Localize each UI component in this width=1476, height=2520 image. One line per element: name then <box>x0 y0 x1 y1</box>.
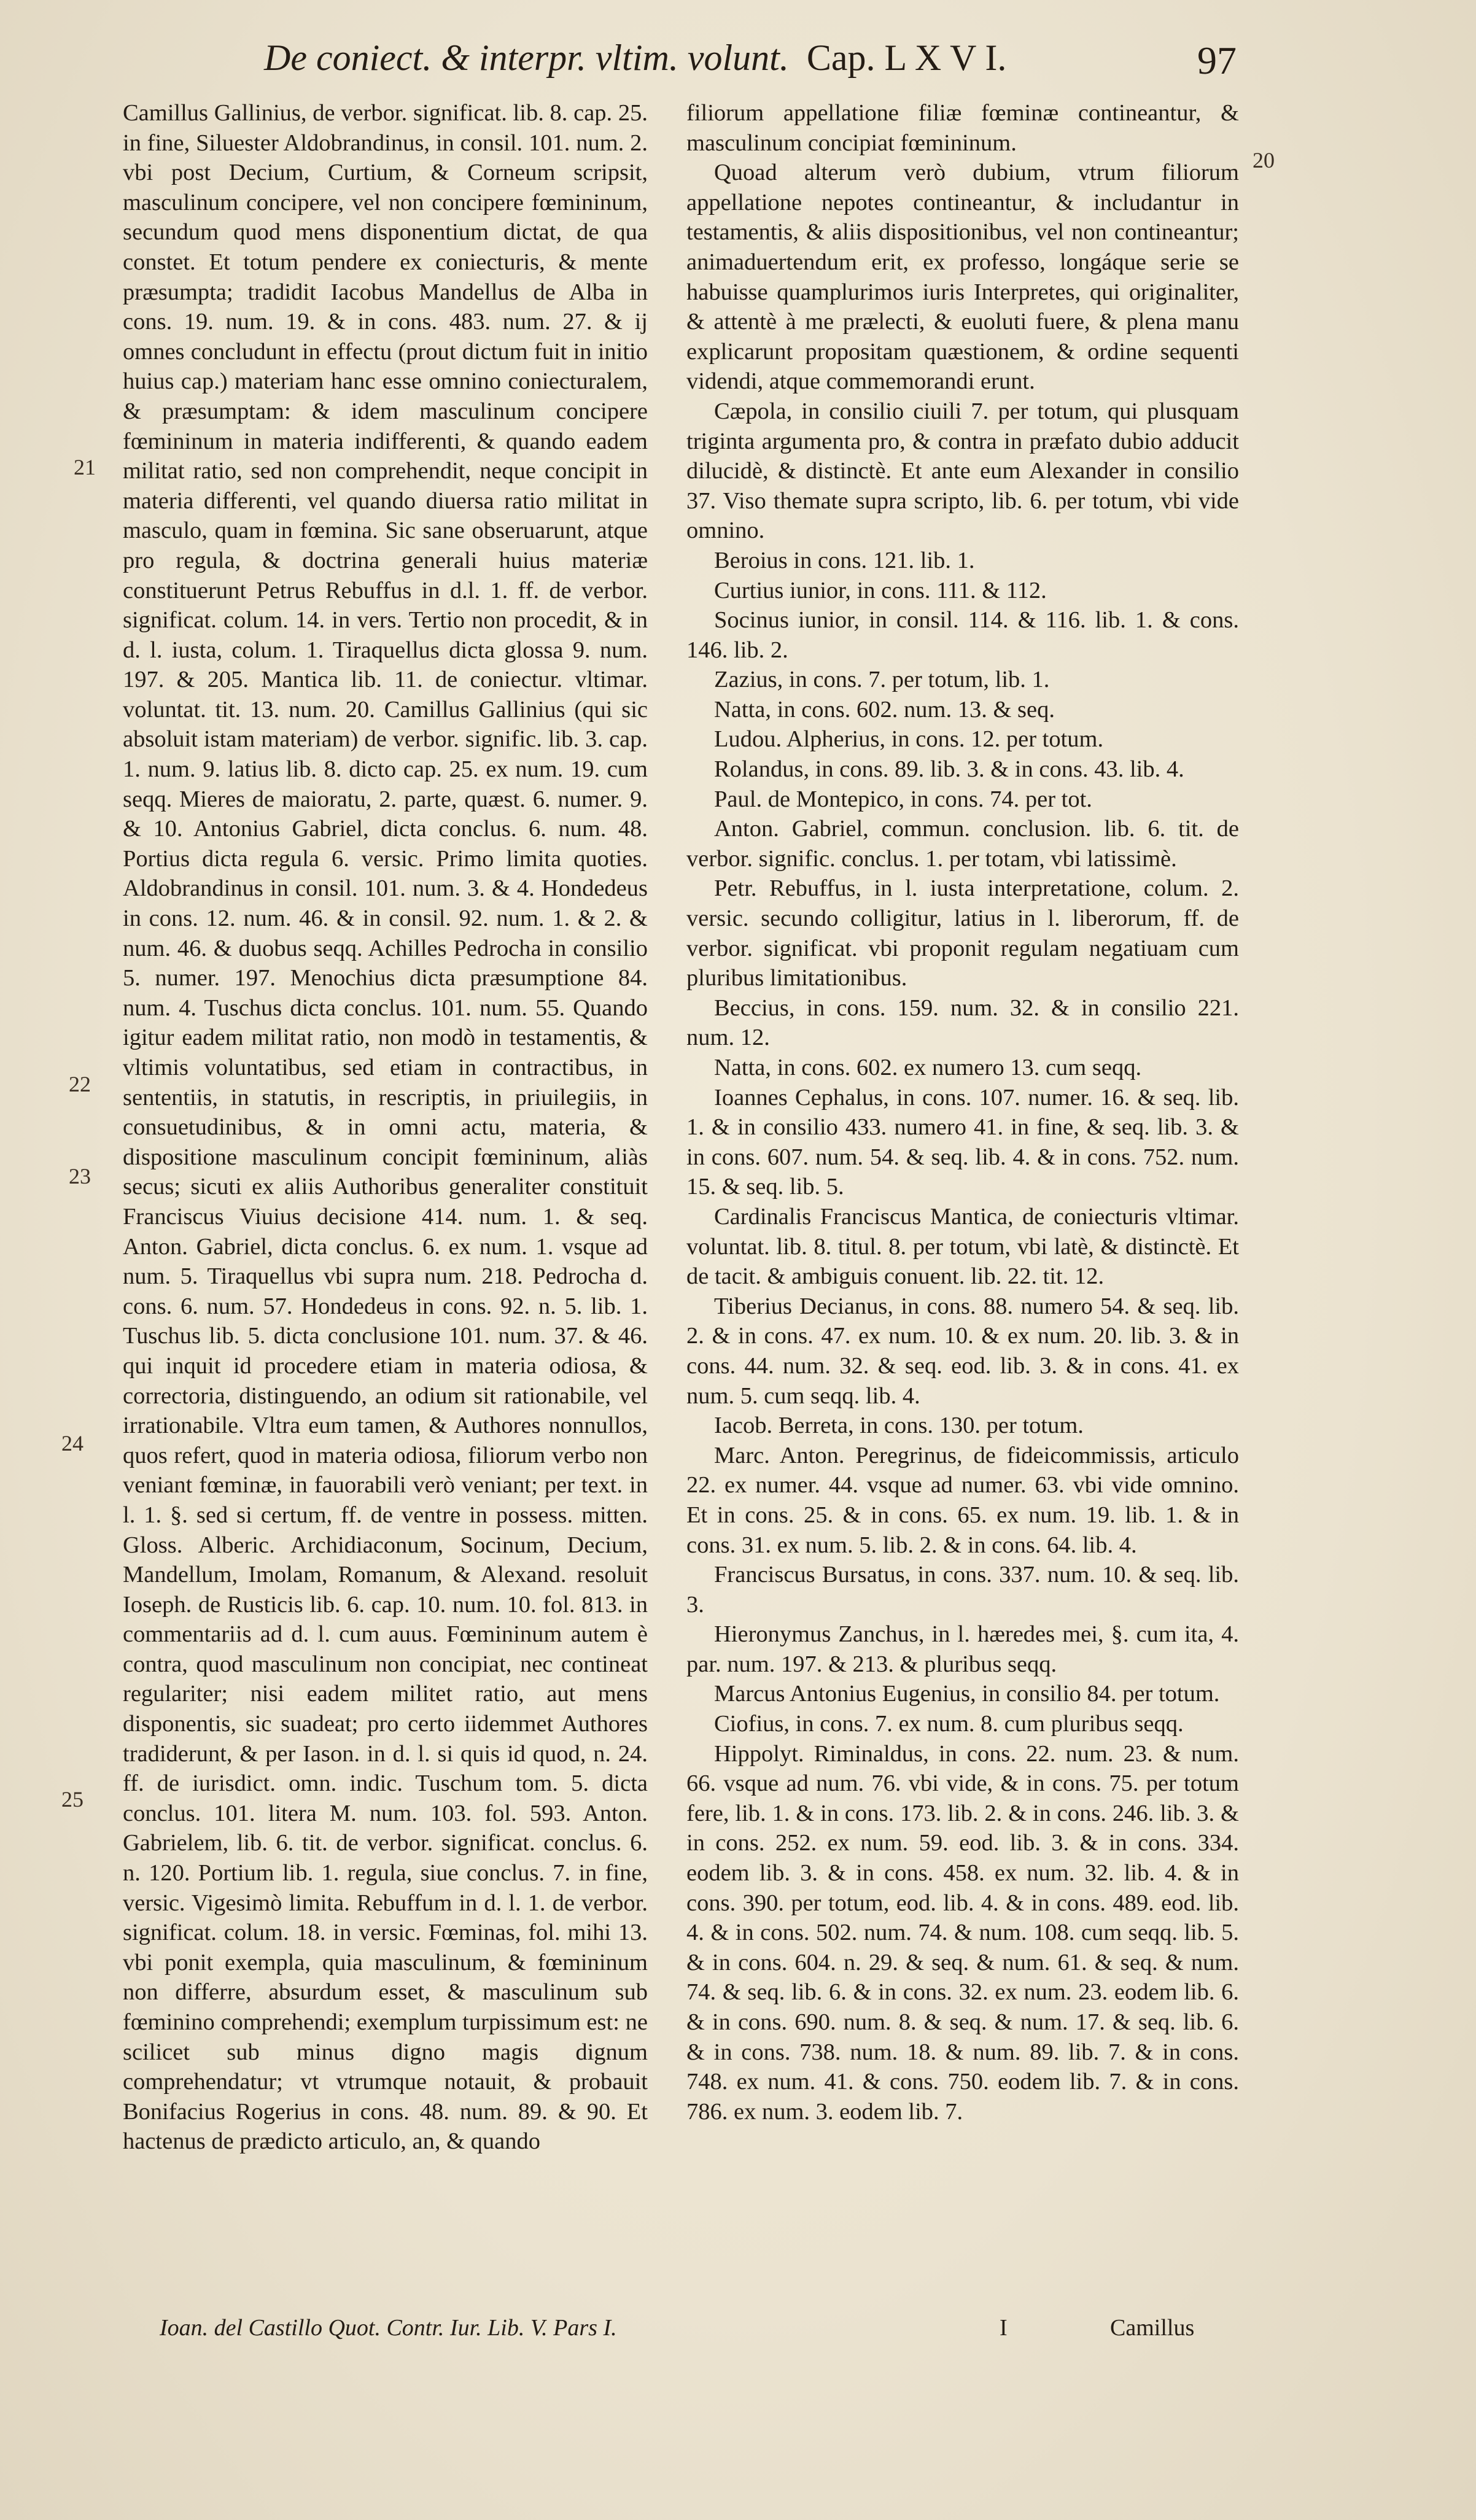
right-paragraph-1: filiorum appellatione filiæ fœminæ contineantur, & masculinum concipiat fœmininum. <box>686 100 1239 156</box>
margin-number-21: 21 <box>74 455 96 479</box>
margin-number-23: 23 <box>69 1164 91 1188</box>
margin-number-22: 22 <box>69 1072 91 1096</box>
header-title: De coniect. & interpr. vltim. volunt. <box>264 37 789 78</box>
citation-entry: Marc. Anton. Peregrinus, de fideicommissis, articulo 22. ex numer. 44. vsque ad numer. 63. vbi vide omnino. Et in cons. 25. & in cons. 65. ex num. 19. lib. 1. & in cons. 31. ex num. 5. lib. 2. & in cons. 64. lib. 4. <box>686 1442 1239 1558</box>
margin-number-20: 20 <box>1253 148 1275 173</box>
citation-entry: Ciofius, in cons. 7. ex num. 8. cum pluribus seqq. <box>714 1711 1184 1737</box>
right-paragraph-2: Quoad alterum verò dubium, vtrum filiorum appellatione nepotes contineantur, & includantur in testamentis, & aliis dispositionibus, vel non contineantur; animaduertendum erit, ex professo, longáque serie se habuisse quamplurimos iuris Interpretes, qui originaliter, & attentè à me prælecti, & euoluti fuere, & plena manu explicarunt propositam quæstionem, & ordine sequenti videndi, atque commemorandi erunt. <box>686 160 1239 395</box>
citation-entry: Franciscus Bursatus, in cons. 337. num. 10. & seq. lib. 3. <box>686 1562 1239 1618</box>
footer-imprint: Ioan. del Castillo Quot. Contr. Iur. Lib. V. Pars I. <box>160 2315 617 2341</box>
margin-number-25: 25 <box>61 1787 84 1812</box>
citation-entry: Ioannes Cephalus, in cons. 107. numer. 16. & seq. lib. 1. & in consilio 433. numero 41. in fine, & seq. lib. 3. & in cons. 607. num. 54. & seq. lib. 4. & in cons. 752. num. 15. & seq. lib. 5. <box>686 1084 1239 1200</box>
citation-entry: Ludou. Alpherius, in cons. 12. per totum. <box>714 726 1104 753</box>
left-column <box>123 98 648 2157</box>
citation-entry: Beccius, in cons. 159. num. 32. & in consilio 221. num. 12. <box>686 994 1239 1051</box>
citation-entry: Petr. Rebuffus, in l. iusta interpretatione, colum. 2. versic. secundo colligitur, latius in l. liberorum, ff. de verbor. significat. vbi proponit regulam negatiuam cum pluribus limitationibus. <box>686 875 1239 991</box>
margin-number-24: 24 <box>61 1431 84 1456</box>
citation-entry: Hieronymus Zanchus, in l. hæredes mei, §. cum ita, 4. par. num. 197. & 213. & pluribus seqq. <box>686 1621 1239 1677</box>
citation-entry: Natta, in cons. 602. num. 13. & seq. <box>714 696 1055 723</box>
citation-entry: Iacob. Berreta, in cons. 130. per totum. <box>714 1413 1084 1439</box>
citation-entry: Anton. Gabriel, commun. conclusion. lib. 6. tit. de verbor. signific. conclus. 1. per totam, vbi latissimè. <box>686 816 1239 872</box>
citation-entry: Socinus iunior, in consil. 114. & 116. lib. 1. & cons. 146. lib. 2. <box>686 607 1239 663</box>
header-chapter: Cap. L X V I. <box>806 37 1007 78</box>
right-column <box>686 98 1239 2126</box>
citation-entry: Tiberius Decianus, in cons. 88. numero 54. & seq. lib. 2. & in cons. 47. ex num. 10. & ex num. 20. lib. 3. & in cons. 44. num. 32. & seq. eod. lib. 3. & in cons. 41. ex num. 5. cum seqq. lib. 4. <box>686 1293 1239 1409</box>
citation-entry: Rolandus, in cons. 89. lib. 3. & in cons. 43. lib. 4. <box>714 756 1184 783</box>
citation-entry: Beroius in cons. 121. lib. 1. <box>714 547 975 573</box>
right-paragraph-3: Cæpola, in consilio ciuili 7. per totum, qui plusquam triginta argumenta pro, & contra in præfato dubio adducit dilucidè, & distinctè. Et ante eum Alexander in consilio 37. Viso themate supra scripto, lib. 6. per totum, vbi vide omnino. <box>686 398 1239 544</box>
citation-entry: Curtius iunior, in cons. 111. & 112. <box>714 577 1047 603</box>
catchword: Camillus <box>1110 2315 1195 2341</box>
running-header <box>264 37 1259 92</box>
left-paragraph: Camillus Gallinius, de verbor. significat. lib. 8. cap. 25. in fine, Siluester Aldobrandinus, in consil. 101. num. 2. vbi post Decium, Curtium, & Corneum scripsit, masculinum concipere, vel non concipere fœmininum, secundum quod mens disponentium dictat, de qua constet. Et totum pendere ex coniecturis, & mente præsumpta; tradidit Iacobus Mandellus de Alba in cons. 19. num. 19. & in cons. 483. num. 27. & ij omnes concludunt in effectu (prout dictum fuit in initio huius cap.) materiam hanc esse omnino coniecturalem, & præsumptam: & idem masculinum concipere fœmininum in materia indifferenti, & quando eadem militat ratio, sed non comprehendit, neque concipit in materia differenti, vel quando diuersa ratio militat in masculo, quam in fœmina. Sic sane obseruarunt, atque pro regula, & doctrina generali huius materiæ constituerunt Petrus Rebuffus in d.l. 1. ff. de verbor. significat. colum. 14. in vers. Tertio non procedit, & in d. l. iusta, colum. 1. Tiraquellus dicta glossa 9. num. 197. & 205. Mantica lib. 11. de coniectur. vltimar. voluntat. tit. 13. num. 20. Camillus Gallinius (qui sic absoluit istam materiam) de verbor. signific. lib. 3. cap. 1. num. 9. latius lib. 8. dicto cap. 25. ex num. 19. cum seqq. Mieres de maioratu, 2. parte, quæst. 6. numer. 9. & 10. Antonius Gabriel, dicta conclus. 6. num. 48. Portius dicta regula 6. versic. Primo limita quoties. Aldobrandinus in consil. 101. num. 3. & 4. Hondedeus in cons. 12. num. 46. & in consil. 92. num. 1. & 2. & num. 46. & duobus seqq. Achilles Pedrocha in consilio 5. numer. 197. Menochius dicta præsumptione 84. num. 4. Tuschus dicta conclus. 101. num. 55. Quando igitur eadem militat ratio, non modò in testamentis, & vltimis voluntatibus, sed etiam in contractibus, in sententiis, in statutis, in rescriptis, in priuilegiis, in consuetudinibus, & in omni actu, materia, & dispositione masculinum concipit fœmininum, aliàs secus; sicuti ex aliis Authoribus generaliter constituit Franciscus Viuius decisione 414. num. 1. & seq. Anton. Gabriel, dicta conclus. 6. ex num. 1. vsque ad num. 5. Tiraquellus vbi supra num. 218. Pedrocha d. cons. 6. num. 57. Hondedeus in cons. 92. n. 5. lib. 1. Tuschus lib. 5. dicta conclusione 101. num. 37. & 46. qui inquit id procedere etiam in materia odiosa, & correctoria, distinguendo, an odium sit rationabile, vel irrationabile. Vltra eum tamen, & Authores nonnullos, quos refert, quod in materia odiosa, filiorum verbo non veniant fœminæ, in fauorabili verò veniant; per text. in l. 1. §. sed si certum, ff. de ventre in possess. mitten. Gloss. Alberic. Archidiaconum, Socinum, Decium, Mandellum, Imolam, Romanum, & Alexand. resoluit Ioseph. de Rusticis lib. 6. cap. 10. num. 10. fol. 813. in commentariis ad d. l. cum auus. Fœmininum autem è contra, quod masculinum non concipiat, nec contineat regulariter; nisi eadem militet ratio, aut mens disponentis, sic suadeat; pro certo iidemmet Authores tradiderunt, & per Iason. in d. l. si quis id quod, n. 24. ff. de iurisdict. omn. indic. Tuschum tom. 5. dicta conclus. 101. litera M. num. 103. fol. 593. Anton. Gabrielem, lib. 6. tit. de verbor. significat. conclus. 6. n. 120. Portium lib. 1. regula, siue conclus. 7. in fine, versic. Vigesimò limita. Rebuffum in d. l. 1. de verbor. significat. colum. 18. in versic. Fœminas, fol. mihi 13. vbi ponit exempla, quia masculinum, & fœmininum non differre, absurdum esset, & masculinum sub fœminino comprehendi; exemplum turpissimum est: ne scilicet sub minus digno magis dignum comprehendatur; vt vtrumque notauit, & probauit Bonifacius Rogerius in cons. 48. num. 89. & 90. Et hactenus de prædicto articulo, an, & quando <box>123 100 648 2155</box>
citation-entry: Zazius, in cons. 7. per totum, lib. 1. <box>714 667 1050 693</box>
citation-entry: Marcus Antonius Eugenius, in consilio 84. per totum. <box>714 1681 1220 1707</box>
page-number: 97 <box>1197 39 1237 82</box>
signature-mark: I <box>1000 2315 1008 2341</box>
citation-entry: Paul. de Montepico, in cons. 74. per tot. <box>714 786 1092 812</box>
citation-entry: Hippolyt. Riminaldus, in cons. 22. num. 23. & num. 66. vsque ad num. 76. vbi vide, & in cons. 75. per totum fere, lib. 1. & in cons. 173. lib. 2. & in cons. 246. lib. 3. & in cons. 252. ex num. 59. eod. lib. 3. & in cons. 334. eodem lib. 3. & in cons. 458. ex num. 32. lib. 4. & in cons. 390. per totum, eod. lib. 4. & in cons. 489. eod. lib. 4. & in cons. 502. num. 74. & num. 108. cum seqq. lib. 5. & in cons. 604. n. 29. & seq. & num. 61. & seq. & num. 74. & seq. lib. 6. & in cons. 32. ex num. 23. eodem lib. 6. & in cons. 690. num. 8. & seq. & num. 17. & seq. lib. 6. & in cons. 738. num. 18. & num. 89. lib. 7. & in cons. 748. ex num. 41. & cons. 750. eodem lib. 7. & in cons. 786. ex num. 3. eodem lib. 7. <box>686 1740 1239 2125</box>
citation-entry: Cardinalis Franciscus Mantica, de coniecturis vltimar. voluntat. lib. 8. titul. 8. per totum, vbi latè, & distinctè. Et de tacit. & ambiguis conuent. lib. 22. tit. 12. <box>686 1203 1239 1290</box>
citation-entry: Natta, in cons. 602. ex numero 13. cum seqq. <box>714 1055 1142 1080</box>
